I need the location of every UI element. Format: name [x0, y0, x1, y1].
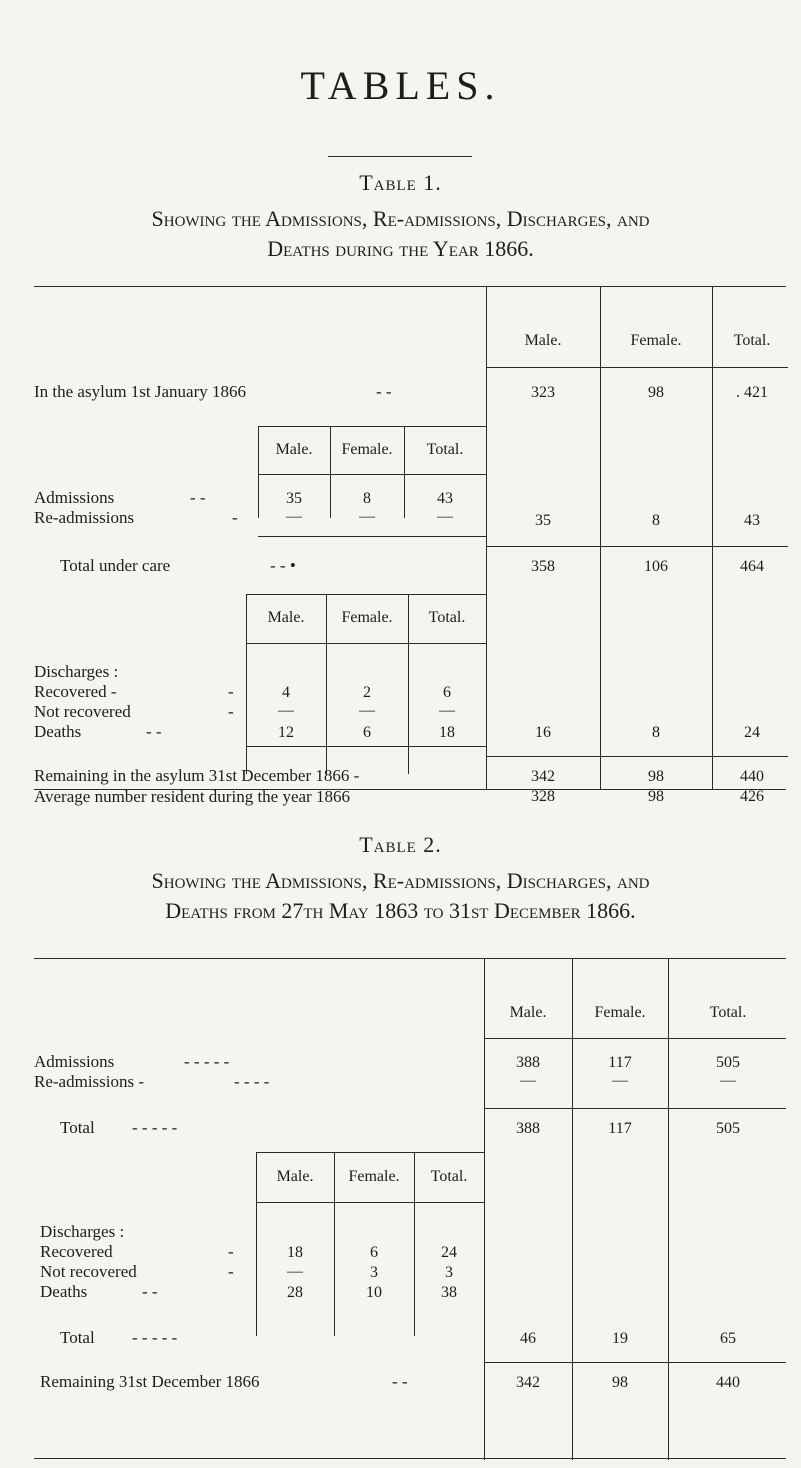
t1-in-asylum-male: 323 — [531, 384, 555, 401]
t1-recovered-male: 4 — [282, 684, 290, 701]
t2-disc-sub-total: Total. — [430, 1168, 468, 1185]
t2-readmissions-label: Re-admissions - — [34, 1072, 145, 1091]
t1-recovered-female: 2 — [363, 684, 371, 701]
t2-remaining-total: 440 — [716, 1374, 740, 1391]
table1-vline-2 — [600, 286, 601, 789]
t2-remaining-rule — [484, 1362, 786, 1363]
t1-under-care-dashes: - - • — [270, 556, 296, 575]
t2-recovered-male: 18 — [287, 1244, 303, 1261]
t1-remaining-rule — [486, 756, 788, 757]
t2-disc-sub-header-rule — [256, 1202, 484, 1203]
table2-bottom-rule — [34, 1458, 786, 1459]
t1-adm-total-total: 43 — [744, 512, 760, 529]
t2-recovered-label: Recovered — [40, 1242, 113, 1261]
t2-total1-female: 117 — [608, 1120, 632, 1137]
t1-average-label: Average number resident during the year 1866 — [34, 787, 350, 806]
t1-readmissions-sub-female: — — [359, 508, 375, 525]
t2-disc-sub-female: Female. — [348, 1168, 400, 1185]
t1-adm-total-male: 35 — [535, 512, 551, 529]
t2-admissions-label: Admissions — [34, 1052, 115, 1071]
t2-header-rule — [484, 1038, 786, 1039]
t1-recovered-label: Recovered - — [34, 682, 117, 701]
t2-not-recovered-dash: - — [228, 1262, 234, 1281]
t2-recovered-total: 24 — [441, 1244, 457, 1261]
t2-not-recovered-female: 3 — [370, 1264, 378, 1281]
t2-col-male: Male. — [509, 1004, 547, 1021]
t2-total1-male: 388 — [516, 1120, 540, 1137]
t1-disc-total-total: 24 — [744, 724, 760, 741]
t2-deaths-male: 28 — [287, 1284, 303, 1301]
t2-remaining-female: 98 — [612, 1374, 628, 1391]
t1-disc-sub-header-rule — [246, 643, 486, 644]
t2-total1-dashes: - - - - - — [132, 1118, 178, 1137]
t1-under-care-female: 106 — [644, 558, 668, 575]
t1-under-care-label: Total under care — [60, 556, 171, 575]
table2-title: Table 2. — [359, 832, 442, 857]
t2-readmissions-female: — — [612, 1072, 628, 1089]
t2-not-recovered-male: — — [287, 1263, 303, 1280]
t1-remaining-total: 440 — [740, 768, 764, 785]
t2-total2-female: 19 — [612, 1330, 628, 1347]
t1-in-asylum-label: In the asylum 1st January 1866 — [34, 382, 246, 401]
t1-admissions-sub-total: 43 — [437, 490, 453, 507]
t2-admissions-total: 505 — [716, 1054, 740, 1071]
t1-not-recovered-female: — — [359, 702, 375, 719]
t1-recovered-dash: - — [228, 682, 234, 701]
t2-readmissions-male: — — [520, 1072, 536, 1089]
t2-total2-total: 65 — [720, 1330, 736, 1347]
t1-admissions-sub-male: 35 — [286, 490, 302, 507]
t1-header-rule — [486, 367, 788, 368]
t2-readmissions-total: — — [720, 1072, 736, 1089]
t2-total1-label: Total — [60, 1118, 95, 1137]
t2-remaining-label: Remaining 31st December 1866 — [40, 1372, 260, 1391]
table1-caption-line1: Showing the Admissions, Re-admissions, Discharges, and — [151, 206, 650, 231]
t2-admissions-dashes: - - - - - — [184, 1052, 230, 1071]
t1-admissions-label: Admissions — [34, 488, 115, 507]
t2-deaths-total: 38 — [441, 1284, 457, 1301]
t1-not-recovered-label: Not recovered — [34, 702, 131, 721]
t1-deaths-total: 18 — [439, 724, 455, 741]
table1-caption-line2: Deaths during the Year 1866. — [267, 236, 534, 261]
t1-discharges-label: Discharges : — [34, 662, 119, 681]
t2-not-recovered-total: 3 — [445, 1264, 453, 1281]
t1-readmissions-sub-male: — — [286, 508, 302, 525]
t1-in-asylum-total: . 421 — [736, 384, 768, 401]
t1-admissions-sub-female: 8 — [363, 490, 371, 507]
t1-in-asylum-dashes: - - — [376, 382, 392, 401]
t2-not-recovered-label: Not recovered — [40, 1262, 137, 1281]
t1-disc-sub-male: Male. — [267, 609, 305, 626]
t1-disc-sub-total: Total. — [428, 609, 466, 626]
t1-adm-sub-total: Total. — [426, 441, 464, 458]
t1-col-total: Total. — [733, 332, 771, 349]
table1-vline-3 — [712, 286, 713, 789]
t2-recovered-female: 6 — [370, 1244, 378, 1261]
t2-admissions-male: 388 — [516, 1054, 540, 1071]
table1-top-rule — [34, 286, 786, 287]
t1-readmissions-dash: - — [232, 508, 238, 527]
t1-under-care-total: 464 — [740, 558, 764, 575]
t2-deaths-dashes: - - — [142, 1282, 158, 1301]
table2-top-rule — [34, 958, 786, 959]
table2-caption-line1: Showing the Admissions, Re-admissions, Discharges, and — [151, 868, 650, 893]
t1-under-care-rule — [486, 546, 788, 547]
t1-readmissions-label: Re-admissions — [34, 508, 135, 527]
t1-adm-sub-male: Male. — [275, 441, 313, 458]
t1-disc-total-female: 8 — [652, 724, 660, 741]
t2-readmissions-dashes: - - - - — [234, 1072, 270, 1091]
t1-deaths-male: 12 — [278, 724, 294, 741]
t1-not-recovered-total: — — [439, 702, 455, 719]
t2-remaining-male: 342 — [516, 1374, 540, 1391]
title-rule — [328, 156, 472, 157]
t2-disc-sub-male: Male. — [276, 1168, 314, 1185]
t1-average-male: 328 — [531, 788, 555, 805]
t1-adm-sub-header-rule — [258, 474, 486, 475]
t1-under-care-male: 358 — [531, 558, 555, 575]
t2-total2-dashes: - - - - - — [132, 1328, 178, 1347]
t1-disc-sub-bottom — [246, 746, 486, 747]
t1-remaining-female: 98 — [648, 768, 664, 785]
t1-average-female: 98 — [648, 788, 664, 805]
t2-total2-label: Total — [60, 1328, 95, 1347]
t2-deaths-label: Deaths — [40, 1282, 88, 1301]
t1-col-male: Male. — [524, 332, 562, 349]
t1-readmissions-sub-total: — — [437, 508, 453, 525]
t1-adm-sub-bottom — [258, 536, 486, 537]
t1-average-total: 426 — [740, 788, 764, 805]
t2-total1-total: 505 — [716, 1120, 740, 1137]
t1-remaining-male: 342 — [531, 768, 555, 785]
t2-total2-male: 46 — [520, 1330, 536, 1347]
t2-deaths-female: 10 — [366, 1284, 382, 1301]
table2-caption-line2: Deaths from 27th May 1863 to 31st December 1866. — [165, 898, 636, 923]
t1-col-female: Female. — [630, 332, 682, 349]
t1-deaths-female: 6 — [363, 724, 371, 741]
t1-not-recovered-male: — — [278, 702, 294, 719]
t1-adm-sub-top — [258, 426, 486, 427]
t1-adm-sub-female: Female. — [341, 441, 393, 458]
t2-discharges-label: Discharges : — [40, 1222, 125, 1241]
t1-deaths-dashes: - - — [146, 722, 162, 741]
t1-remaining-label: Remaining in the asylum 31st December 1866 - — [34, 766, 360, 785]
t1-disc-sub-top — [246, 594, 486, 595]
t1-disc-total-male: 16 — [535, 724, 551, 741]
t2-col-total: Total. — [709, 1004, 747, 1021]
t1-not-recovered-dash: - — [228, 702, 234, 721]
t2-col-female: Female. — [594, 1004, 646, 1021]
t2-recovered-dash: - — [228, 1242, 234, 1261]
t1-in-asylum-female: 98 — [648, 384, 664, 401]
page-title: TABLES. — [300, 63, 501, 108]
t2-disc-sub-top — [256, 1152, 484, 1153]
t1-recovered-total: 6 — [443, 684, 451, 701]
t1-admissions-dashes: - - — [190, 488, 206, 507]
t2-total-rule — [484, 1108, 786, 1109]
table1-vline-1 — [486, 286, 487, 789]
t2-remaining-dashes: - - — [392, 1372, 408, 1391]
t1-adm-total-female: 8 — [652, 512, 660, 529]
t2-admissions-female: 117 — [608, 1054, 632, 1071]
table1-title: Table 1. — [359, 170, 442, 195]
t1-deaths-label: Deaths — [34, 722, 82, 741]
t1-disc-sub-female: Female. — [341, 609, 393, 626]
